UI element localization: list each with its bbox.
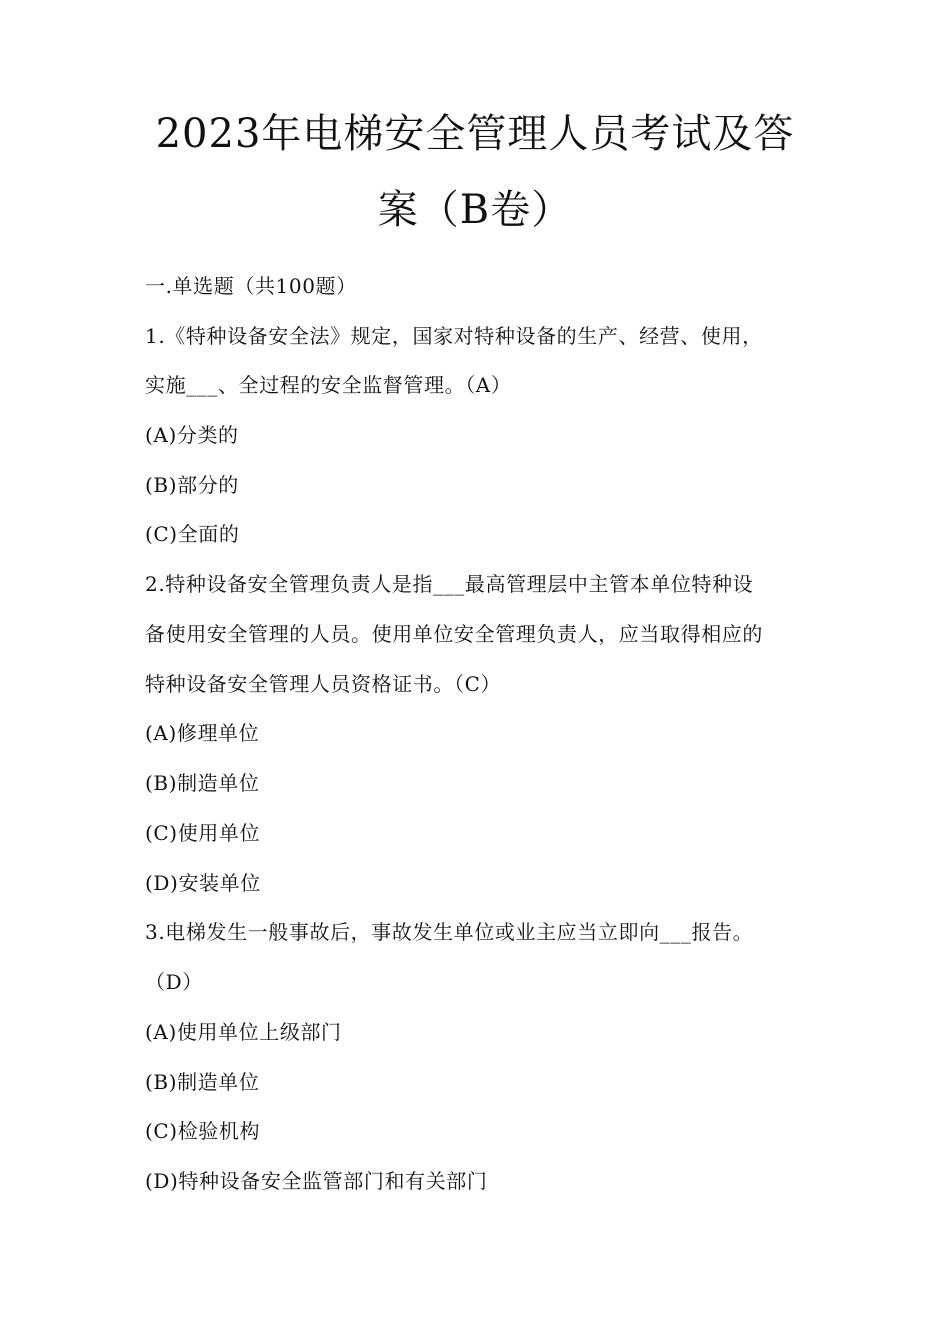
question-3-option-a: (A)使用单位上级部门 xyxy=(145,1020,342,1044)
question-2-option-d: (D)安装单位 xyxy=(145,871,261,895)
question-2-stem-line-3: 特种设备安全管理人员资格证书。（C） xyxy=(145,672,502,696)
question-3-option-c: (C)检验机构 xyxy=(145,1119,261,1143)
question-1-stem-line-1: 1.《特种设备安全法》规定，国家对特种设备的生产、经营、使用， xyxy=(145,324,763,348)
question-3-option-b: (B)制造单位 xyxy=(145,1070,260,1094)
document-title-line1: 2023年电梯安全管理人员考试及答 xyxy=(155,111,795,157)
document-title-line2: 案（B卷） xyxy=(377,187,573,233)
question-2-stem-line-1: 2.特种设备安全管理负责人是指___最高管理层中主管本单位特种设 xyxy=(145,572,754,596)
question-2-stem-line-2: 备使用安全管理的人员。使用单位安全管理负责人，应当取得相应的 xyxy=(145,622,763,646)
section-heading: 一.单选题（共100题） xyxy=(145,274,357,298)
question-1-option-a: (A)分类的 xyxy=(145,423,239,447)
question-1-stem-line-2: 实施___、全过程的安全监督管理。（A） xyxy=(145,373,512,397)
question-1-option-b: (B)部分的 xyxy=(145,473,239,497)
question-3-option-d: (D)特种设备安全监管部门和有关部门 xyxy=(145,1169,488,1193)
question-2-option-a: (A)修理单位 xyxy=(145,721,260,745)
question-1-option-c: (C)全面的 xyxy=(145,522,240,546)
question-2-option-b: (B)制造单位 xyxy=(145,771,260,795)
question-3-stem-line-1: 3.电梯发生一般事故后，事故发生单位或业主应当立即向___报告。 xyxy=(145,920,754,944)
question-2-option-c: (C)使用单位 xyxy=(145,821,261,845)
question-3-stem-line-2: （D） xyxy=(145,970,203,994)
